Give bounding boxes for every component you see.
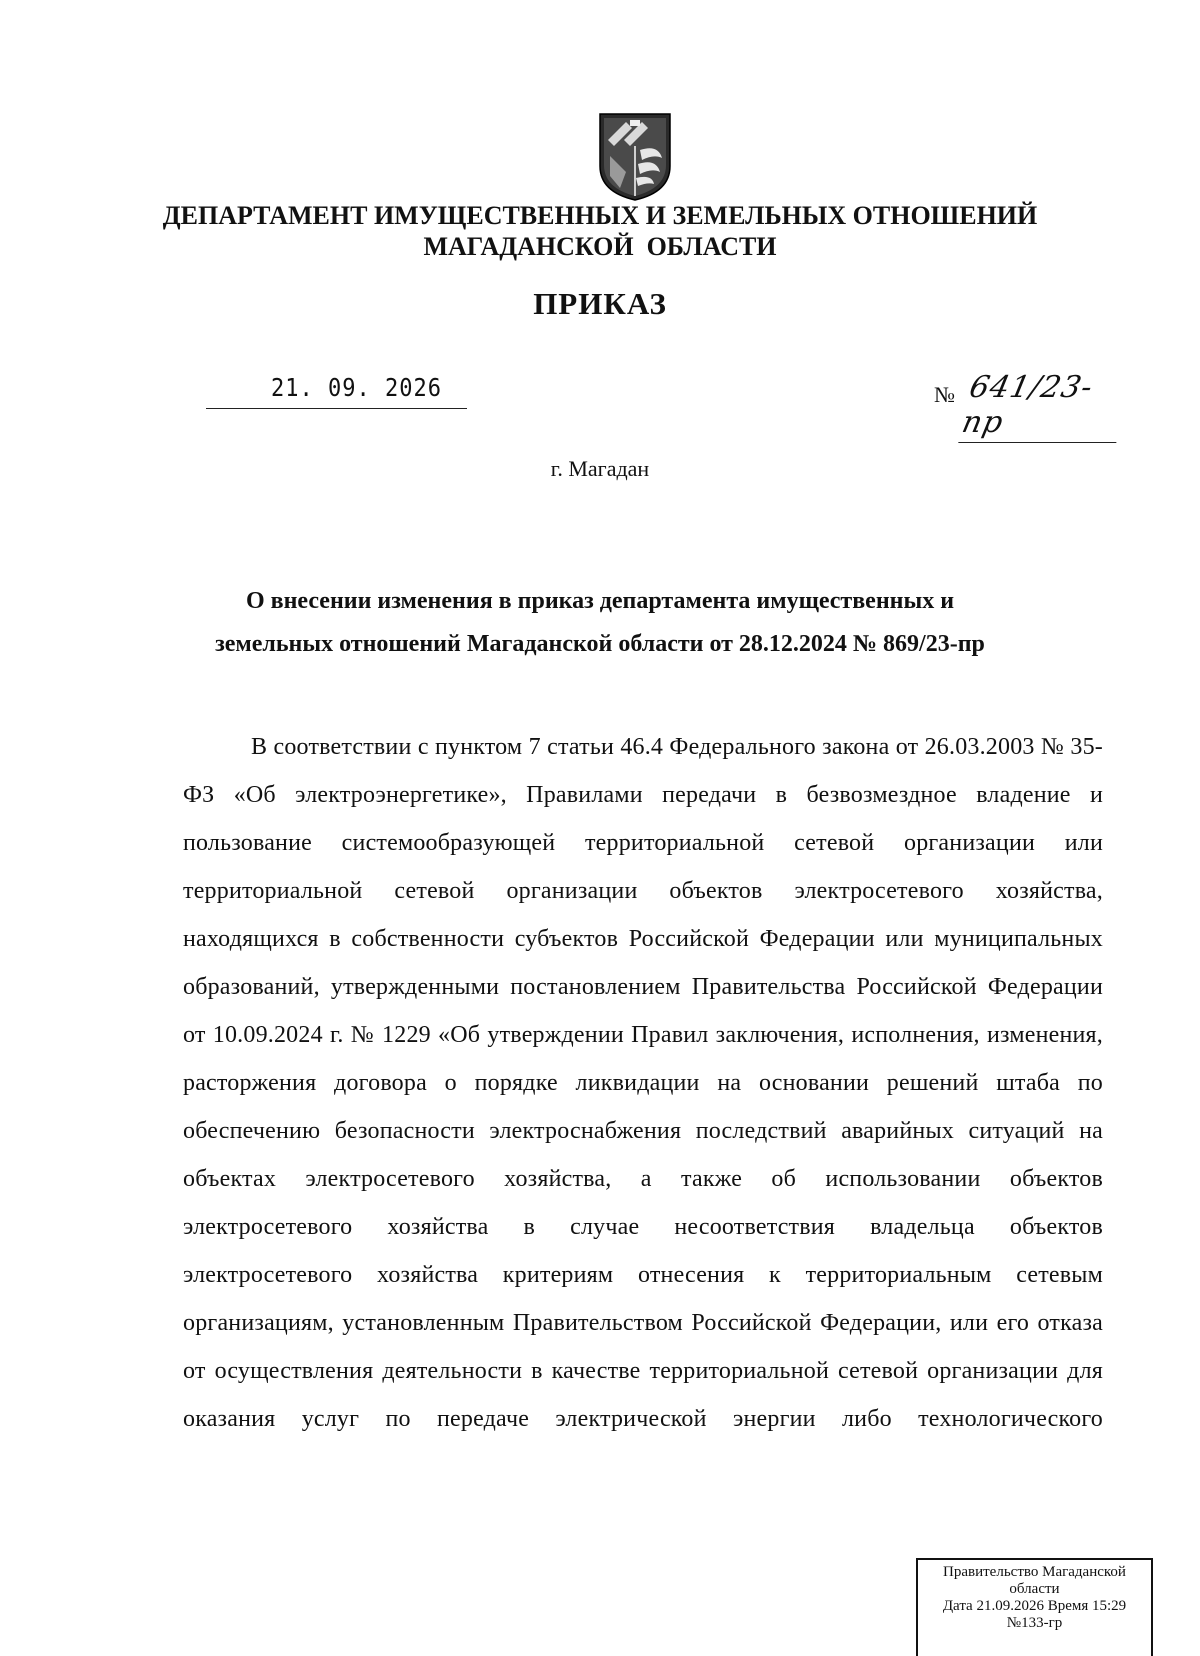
order-number-handwritten: 641/23-пр: [958, 370, 1132, 443]
order-date: 21. 09. 2026: [271, 374, 442, 403]
order-subject: [150, 580, 1050, 666]
department-name-line1: ДЕПАРТАМЕНТ ИМУЩЕСТВЕННЫХ И ЗЕМЕЛЬНЫХ ОТНОШЕНИЙ: [162, 201, 1038, 230]
order-date-field: [206, 374, 467, 409]
document-type-title: ПРИКАЗ: [533, 286, 667, 321]
stamp-line2: области: [1009, 1581, 1060, 1597]
stamp-line1: Правительство Магаданской: [943, 1564, 1126, 1580]
stamp-line4: №133-гр: [1006, 1615, 1063, 1631]
registration-stamp: [916, 1558, 1153, 1656]
order-subject-line1: О внесении изменения в приказ департамента имущественных и: [245, 588, 955, 614]
body-paragraph: В соответствии с пунктом 7 статьи 46.4 Федерального закона от 26.03.2003 № 35-ФЗ «Об электроэнергетике», Правилами передачи в безвозмездное владение и пользование системообразующей территориальной сетевой организации или территориальной сетевой организации объектов электросетевого хозяйства, находящихся в собственности субъектов Российской Федерации или муниципальных образований, утвержденными постановлением Правительства Российской Федерации от 10.09.2024 г. № 1229 «Об утверждении Правил заключения, исполнения, изменения, расторжения договора о порядке ликвидации на основании решений штаба по обеспечению безопасности электроснабжения последствий аварийных ситуаций на объектах электросетевого хозяйства, а также об использовании объектов электросетевого хозяйства в случае несоответствия владельца объектов электросетевого хозяйства критериям отнесения к территориальным сетевым организациям, установленным Правительством Российской Федерации, или его отказа от осуществления деятельности в качестве территориальной сетевой организации для оказания услуг по передаче электрической энергии либо технологического: [183, 734, 1103, 1432]
department-name: [0, 200, 1200, 262]
number-sign: №: [934, 382, 955, 407]
order-subject-line2: земельных отношений Магаданской области от 28.12.2024 № 869/23-пр: [215, 631, 985, 657]
stamp-line3: Дата 21.09.2026 Время 15:29: [942, 1598, 1127, 1614]
coat-of-arms-icon: [596, 110, 674, 202]
order-number-field: [934, 370, 1124, 440]
city-name: г. Магадан: [550, 456, 650, 481]
department-name-line2: МАГАДАНСКОЙ ОБЛАСТИ: [423, 232, 777, 261]
